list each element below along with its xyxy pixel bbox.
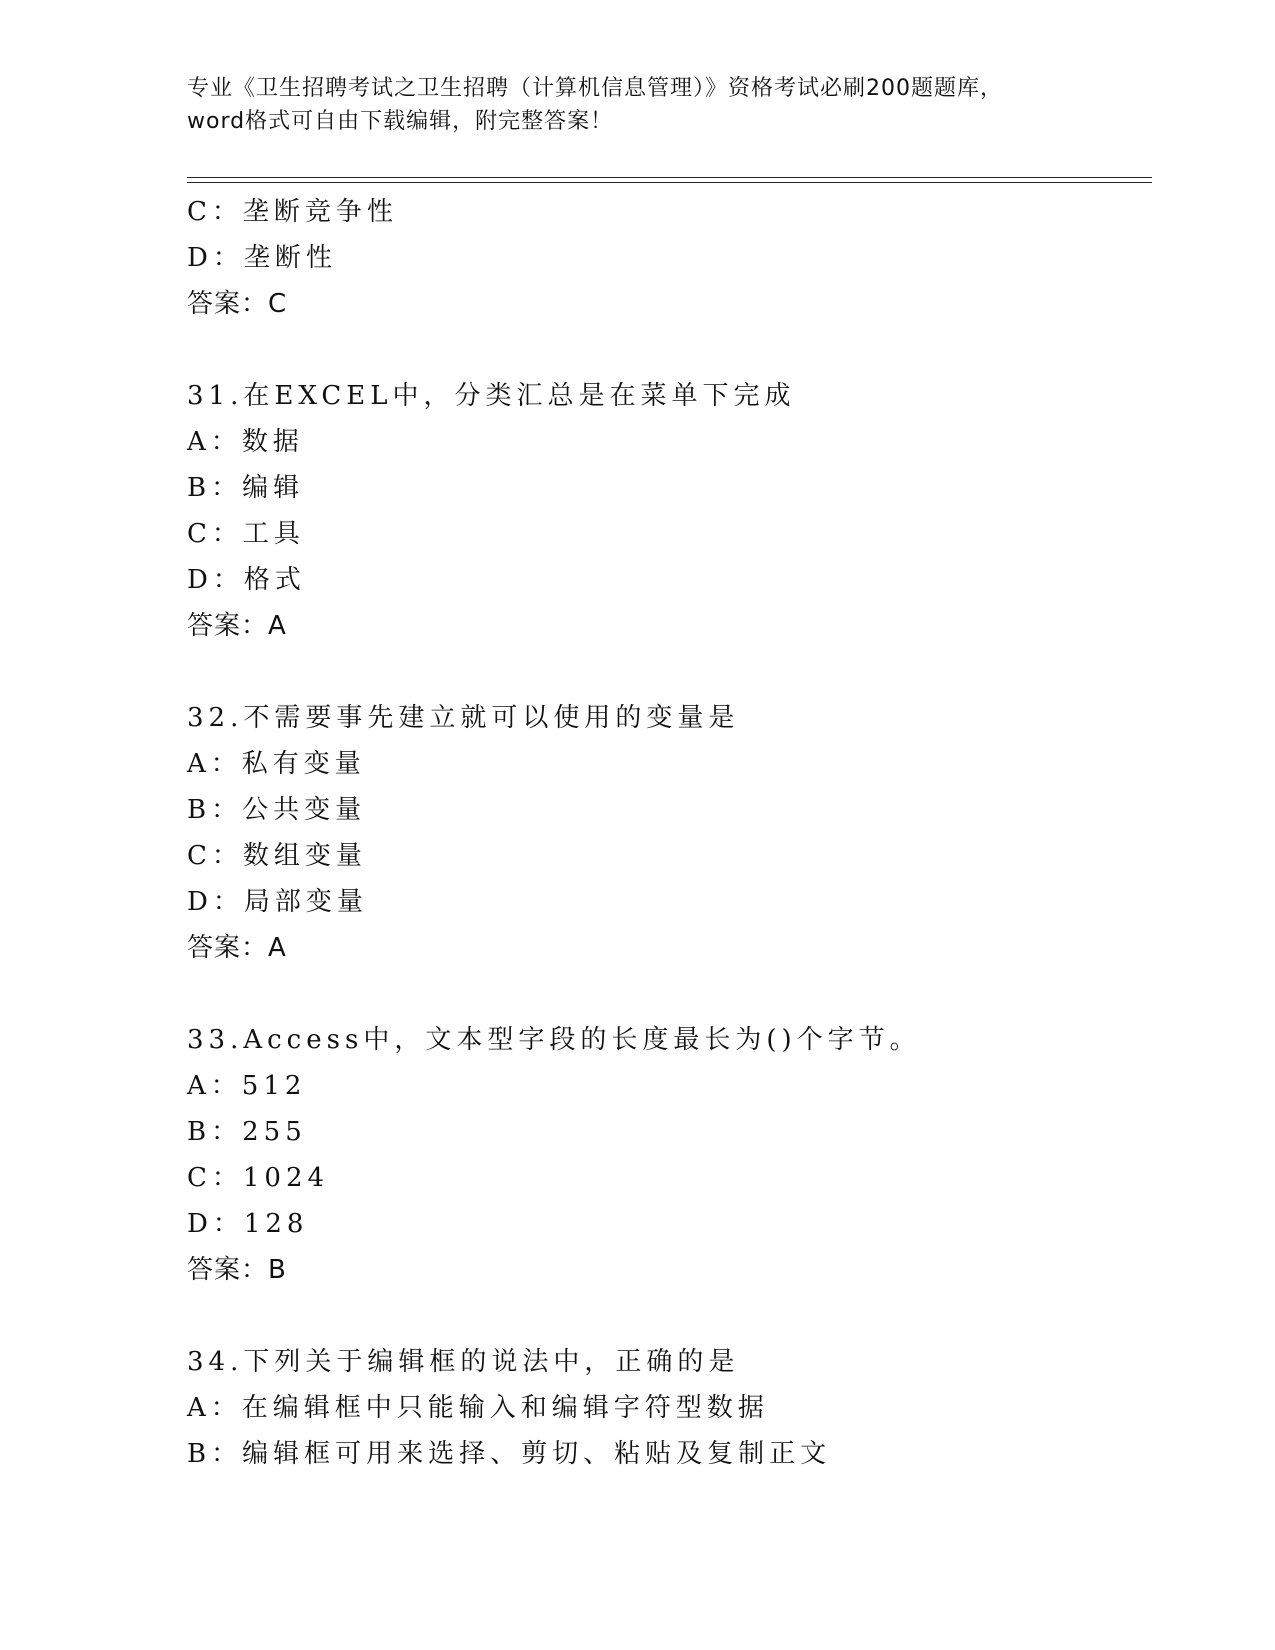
question-33 bbox=[187, 1017, 1147, 1293]
option-c: C：数组变量 bbox=[187, 841, 367, 871]
question-stem: 33.Access中，文本型字段的长度最长为()个字节。 bbox=[187, 1025, 921, 1055]
spacer bbox=[187, 327, 1147, 373]
option-b: B：公共变量 bbox=[187, 795, 367, 825]
answer-line: 答案：C bbox=[187, 289, 288, 319]
option-b: B：编辑框可用来选择、剪切、粘贴及复制正文 bbox=[187, 1439, 832, 1469]
option-d: D：垄断性 bbox=[187, 243, 337, 273]
option-b: B：编辑 bbox=[187, 473, 305, 503]
spacer bbox=[187, 1293, 1147, 1339]
question-32 bbox=[187, 695, 1147, 971]
option-a: A：在编辑框中只能输入和编辑字符型数据 bbox=[187, 1393, 769, 1423]
answer-line: 答案：A bbox=[187, 611, 287, 641]
spacer bbox=[187, 971, 1147, 1017]
option-c: C：垄断竞争性 bbox=[187, 197, 398, 227]
option-d: D：128 bbox=[187, 1209, 309, 1239]
option-c: C：1024 bbox=[187, 1163, 330, 1193]
question-stem: 32.不需要事先建立就可以使用的变量是 bbox=[187, 703, 740, 733]
header-divider-bottom bbox=[187, 182, 1152, 183]
option-d: D：格式 bbox=[187, 565, 306, 595]
question-list bbox=[187, 189, 1147, 1477]
option-a: A：数据 bbox=[187, 427, 304, 457]
answer-line: 答案：A bbox=[187, 933, 287, 963]
option-c: C：工具 bbox=[187, 519, 305, 549]
header-divider-top bbox=[187, 177, 1152, 178]
header-line-2: word格式可自由下载编辑，附完整答案！ bbox=[187, 109, 614, 134]
question-34 bbox=[187, 1339, 1147, 1477]
answer-line: 答案：B bbox=[187, 1255, 287, 1285]
header-line-1: 专业《卫生招聘考试之卫生招聘（计算机信息管理）》资格考试必刷200题题库， bbox=[187, 76, 1003, 101]
option-d: D：局部变量 bbox=[187, 887, 368, 917]
question-stem: 34.下列关于编辑框的说法中，正确的是 bbox=[187, 1347, 740, 1377]
spacer bbox=[187, 649, 1147, 695]
document-header bbox=[187, 72, 1087, 138]
question-stem: 31.在EXCEL中，分类汇总是在菜单下完成 bbox=[187, 381, 796, 411]
option-b: B：255 bbox=[187, 1117, 307, 1147]
previous-question-tail bbox=[187, 189, 1147, 327]
option-a: A：私有变量 bbox=[187, 749, 366, 779]
question-31 bbox=[187, 373, 1147, 649]
option-a: A：512 bbox=[187, 1071, 307, 1101]
